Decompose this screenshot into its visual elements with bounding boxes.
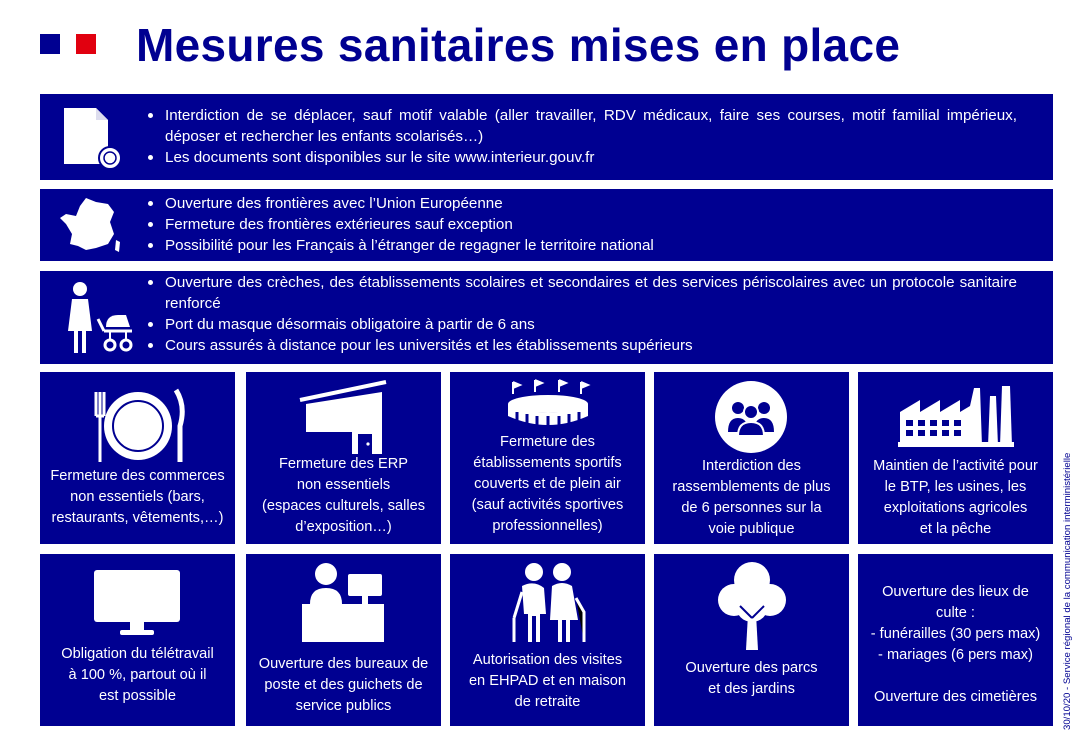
band-item: Ouverture des frontières avec l’Union Européenne <box>147 193 1017 214</box>
info-band-travel <box>40 94 1053 180</box>
info-band-borders <box>40 189 1053 261</box>
band-item: Fermeture des frontières extérieures sauf exception <box>147 214 1017 235</box>
band-item: Les documents sont disponibles sur le site www.interieur.gouv.fr <box>147 147 1017 168</box>
band-item: Port du masque désormais obligatoire à partir de 6 ans <box>147 314 1017 335</box>
tile-line: - mariages (6 pers max) <box>878 647 1033 663</box>
france-map-icon <box>56 194 126 258</box>
tile-line: rassemblements de plus <box>672 479 831 495</box>
stadium-icon <box>503 378 593 430</box>
tile-line: non essentiels (bars, <box>70 489 205 505</box>
factory-icon <box>896 382 1016 448</box>
monitor-icon <box>92 568 182 638</box>
group-people-icon <box>714 380 788 454</box>
tile-line: professionnelles) <box>492 518 603 534</box>
post-counter-icon <box>298 560 388 644</box>
tile-industry <box>858 372 1053 544</box>
tile-line: non essentiels <box>296 477 391 493</box>
tile-line: service publics <box>295 698 392 714</box>
tile-line: (sauf activités sportives <box>471 497 624 513</box>
tile-line: poste et des guichets de <box>264 677 423 693</box>
french-flag-logo <box>40 34 96 54</box>
tile-line: Obligation du télétravail <box>61 646 214 662</box>
band-item: Cours assurés à distance pour les universités et les établissements supérieurs <box>147 335 1017 356</box>
tile-line: Ouverture des lieux de <box>882 584 1029 600</box>
tile-line: établissements sportifs <box>473 455 622 471</box>
tile-line: Fermeture des <box>500 434 595 450</box>
tile-line: restaurants, vêtements,…) <box>51 510 224 526</box>
band-item: Possibilité pour les Français à l’étranger de regagner le territoire national <box>147 235 1017 256</box>
tile-line: Ouverture des bureaux de <box>258 656 429 672</box>
tile-sport <box>450 372 645 544</box>
tile-line <box>858 666 1053 687</box>
page-title: Mesures sanitaires mises en place <box>136 19 901 71</box>
tile-line: de retraite <box>514 694 581 710</box>
tile-line: couverts et de plein air <box>474 476 621 492</box>
tile-telework <box>40 554 235 726</box>
tile-gatherings <box>654 372 849 544</box>
tile-line: (espaces culturels, salles <box>261 498 426 514</box>
tile-line: voie publique <box>708 521 795 537</box>
side-credit <box>1052 400 1072 730</box>
building-icon <box>296 378 396 458</box>
tile-line: Ouverture des parcs <box>685 660 818 676</box>
tile-line: Maintien de l’activité pour <box>873 458 1038 474</box>
tile-line: - funérailles (30 pers max) <box>870 626 1041 642</box>
tile-parks <box>654 554 849 726</box>
tile-line: de 6 personnes sur la <box>681 500 822 516</box>
tile-line: d’exposition…) <box>295 519 392 535</box>
tile-post <box>246 554 441 726</box>
tile-line: à 100 %, partout où il <box>68 667 207 683</box>
tile-commerces <box>40 372 235 544</box>
tile-line: est possible <box>98 688 177 704</box>
tile-line: Ouverture des cimetières <box>873 689 1038 705</box>
restaurant-plate-icon <box>88 386 188 466</box>
info-band-schools <box>40 271 1053 364</box>
elderly-couple-icon <box>500 558 596 644</box>
document-stamp-icon <box>56 104 126 174</box>
band-item: Interdiction de se déplacer, sauf motif valable (aller travailler, RDV médicaux, faire ses courses, motif familial impérieux, déposer et rechercher les enfants scolarisés…) <box>147 105 1017 147</box>
tile-line: Interdiction des <box>702 458 801 474</box>
band-item: Ouverture des crèches, des établissements scolaires et secondaires et des services périscolaires avec un protocole sanitaire renforcé <box>147 272 1017 314</box>
tile-erp <box>246 372 441 544</box>
tile-line: exploitations agricoles <box>883 500 1028 516</box>
tile-line: Fermeture des commerces <box>50 468 225 484</box>
tile-line: le BTP, les usines, les <box>884 479 1027 495</box>
tile-line: et des jardins <box>708 681 795 697</box>
tile-line: Fermeture des ERP <box>279 456 408 472</box>
tree-icon <box>712 558 792 654</box>
tile-line: en EHPAD et en maison <box>468 673 627 689</box>
woman-stroller-icon <box>60 279 140 359</box>
tile-line: Autorisation des visites <box>472 652 623 668</box>
tile-worship <box>858 554 1053 726</box>
side-credit-text: 30/10/20 - Service régional de la communication interministérielle <box>1062 452 1073 730</box>
tile-line: et la pêche <box>919 521 992 537</box>
tile-line: culte : <box>936 605 975 621</box>
tile-ehpad <box>450 554 645 726</box>
